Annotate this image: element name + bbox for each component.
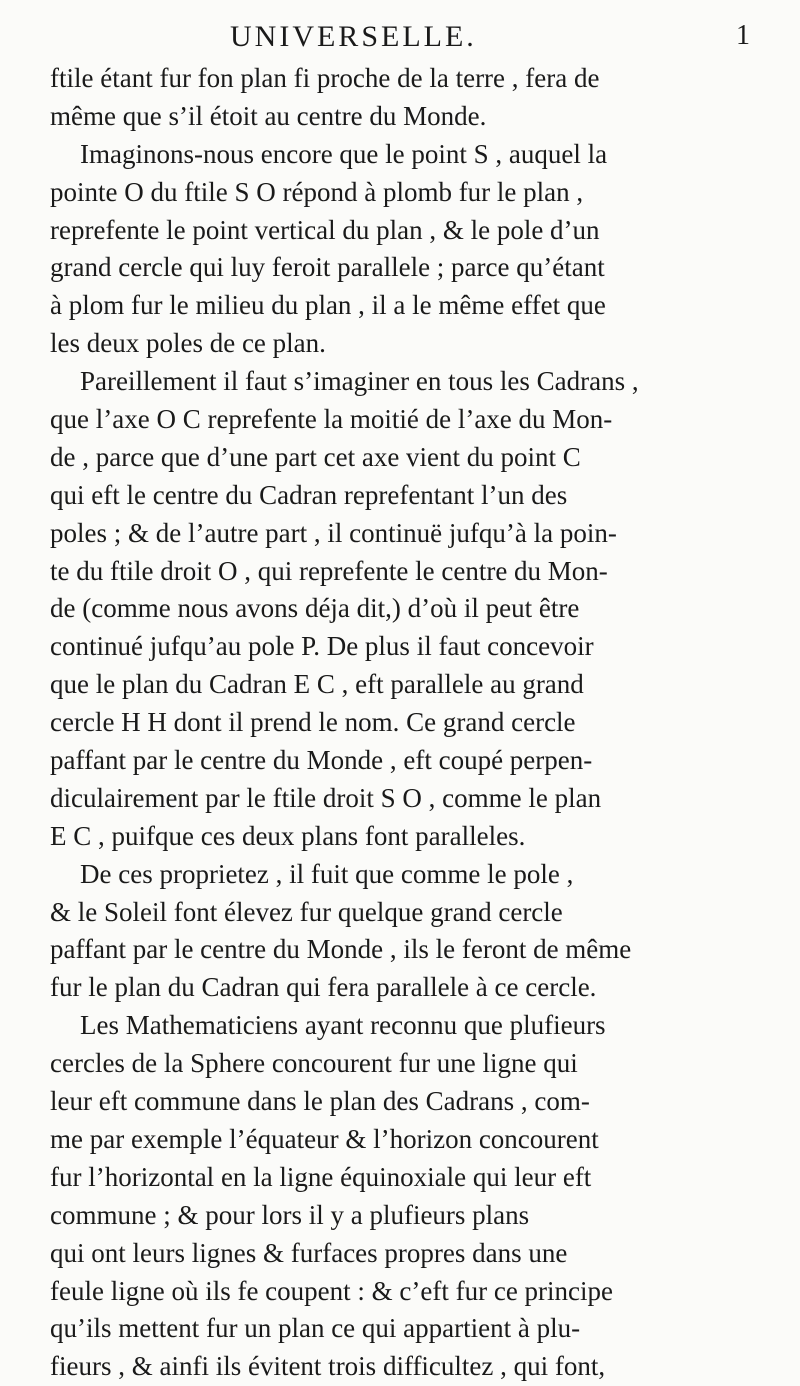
text-line: pointe O du ftile S O répond à plomb fur le plan , <box>50 176 584 207</box>
text-line: cercle H H dont il prend le nom. Ce grand cercle <box>50 707 576 738</box>
text-line: poles ; & de l’autre part , il continuë jufqu’à la poin- <box>50 517 617 548</box>
text-line: que le plan du Cadran E C , eft parallele au grand <box>50 669 584 700</box>
text-line: que l’axe O C reprefente la moitié de l’axe du Mon- <box>50 404 613 435</box>
text-line: diculairement par le ftile droit S O , comme le plan <box>50 782 602 813</box>
text-line: Les Mathematiciens ayant reconnu que plufieurs <box>80 1010 606 1041</box>
text-line: qui ont leurs lignes & furfaces propres dans une <box>50 1237 568 1268</box>
text-line: commune ; & pour lors il y a plufieurs plans <box>50 1199 530 1230</box>
text-line: Imaginons-nous encore que le point S , auquel la <box>80 138 608 169</box>
text-line: grand cercle qui luy feroit parallele ; parce qu’étant <box>50 252 605 283</box>
text-line: fieurs , & ainfi ils évitent trois difficultez , qui font, <box>50 1351 606 1382</box>
text-line: paffant par le centre du Monde , eft coupé perpen- <box>50 745 593 776</box>
text-line: paffant par le centre du Monde , ils le feront de même <box>50 934 632 965</box>
text-line: feule ligne où ils fe coupent : & c’eft fur ce principe <box>50 1275 614 1306</box>
text-line: continué jufqu’au pole P. De plus il faut concevoir <box>50 631 594 662</box>
text-line: De ces proprietez , il fuit que comme le pole , <box>80 858 574 889</box>
text-line: à plom fur le milieu du plan , il a le même effet que <box>50 290 606 321</box>
text-line: fur le plan du Cadran qui fera parallele à ce cercle. <box>50 972 597 1003</box>
page-number: 1 <box>736 20 750 51</box>
text-line: même que s’il étoit au centre du Monde. <box>50 100 487 131</box>
text-line: me par exemple l’équateur & l’horizon concourent <box>50 1123 599 1154</box>
text-line: qu’ils mettent fur un plan ce qui appartient à plu- <box>50 1313 581 1344</box>
text-line: cercles de la Sphere concourent fur une ligne qui <box>50 1048 578 1079</box>
text-line: reprefente le point vertical du plan , & le pole d’un <box>50 214 600 245</box>
text-line: leur eft commune dans le plan des Cadrans , com- <box>50 1086 590 1117</box>
text-line: ftile étant fur fon plan fi proche de la terre , fera de <box>50 63 600 93</box>
text-line: de , parce que d’une part cet axe vient du point C <box>50 441 581 472</box>
text-line: qui eft le centre du Cadran reprefentant l’un des <box>50 479 568 510</box>
text-line: E C , puifque ces deux plans font paralleles. <box>50 820 526 851</box>
text-line: & le Soleil font élevez fur quelque grand cercle <box>50 896 563 927</box>
text-line: fur l’horizontal en la ligne équinoxiale qui leur eft <box>50 1161 592 1192</box>
text-line: de (comme nous avons déja dit,) d’où il peut être <box>50 593 580 624</box>
page-header <box>40 20 760 60</box>
text-line: les deux poles de ce plan. <box>50 328 326 359</box>
running-head: UNIVERSELLE. <box>230 20 477 53</box>
text-line: te du ftile droit O , qui reprefente le centre du Mon- <box>50 555 608 586</box>
body-text <box>50 60 770 1386</box>
text-line: Pareillement il faut s’imaginer en tous les Cadrans , <box>80 366 639 397</box>
